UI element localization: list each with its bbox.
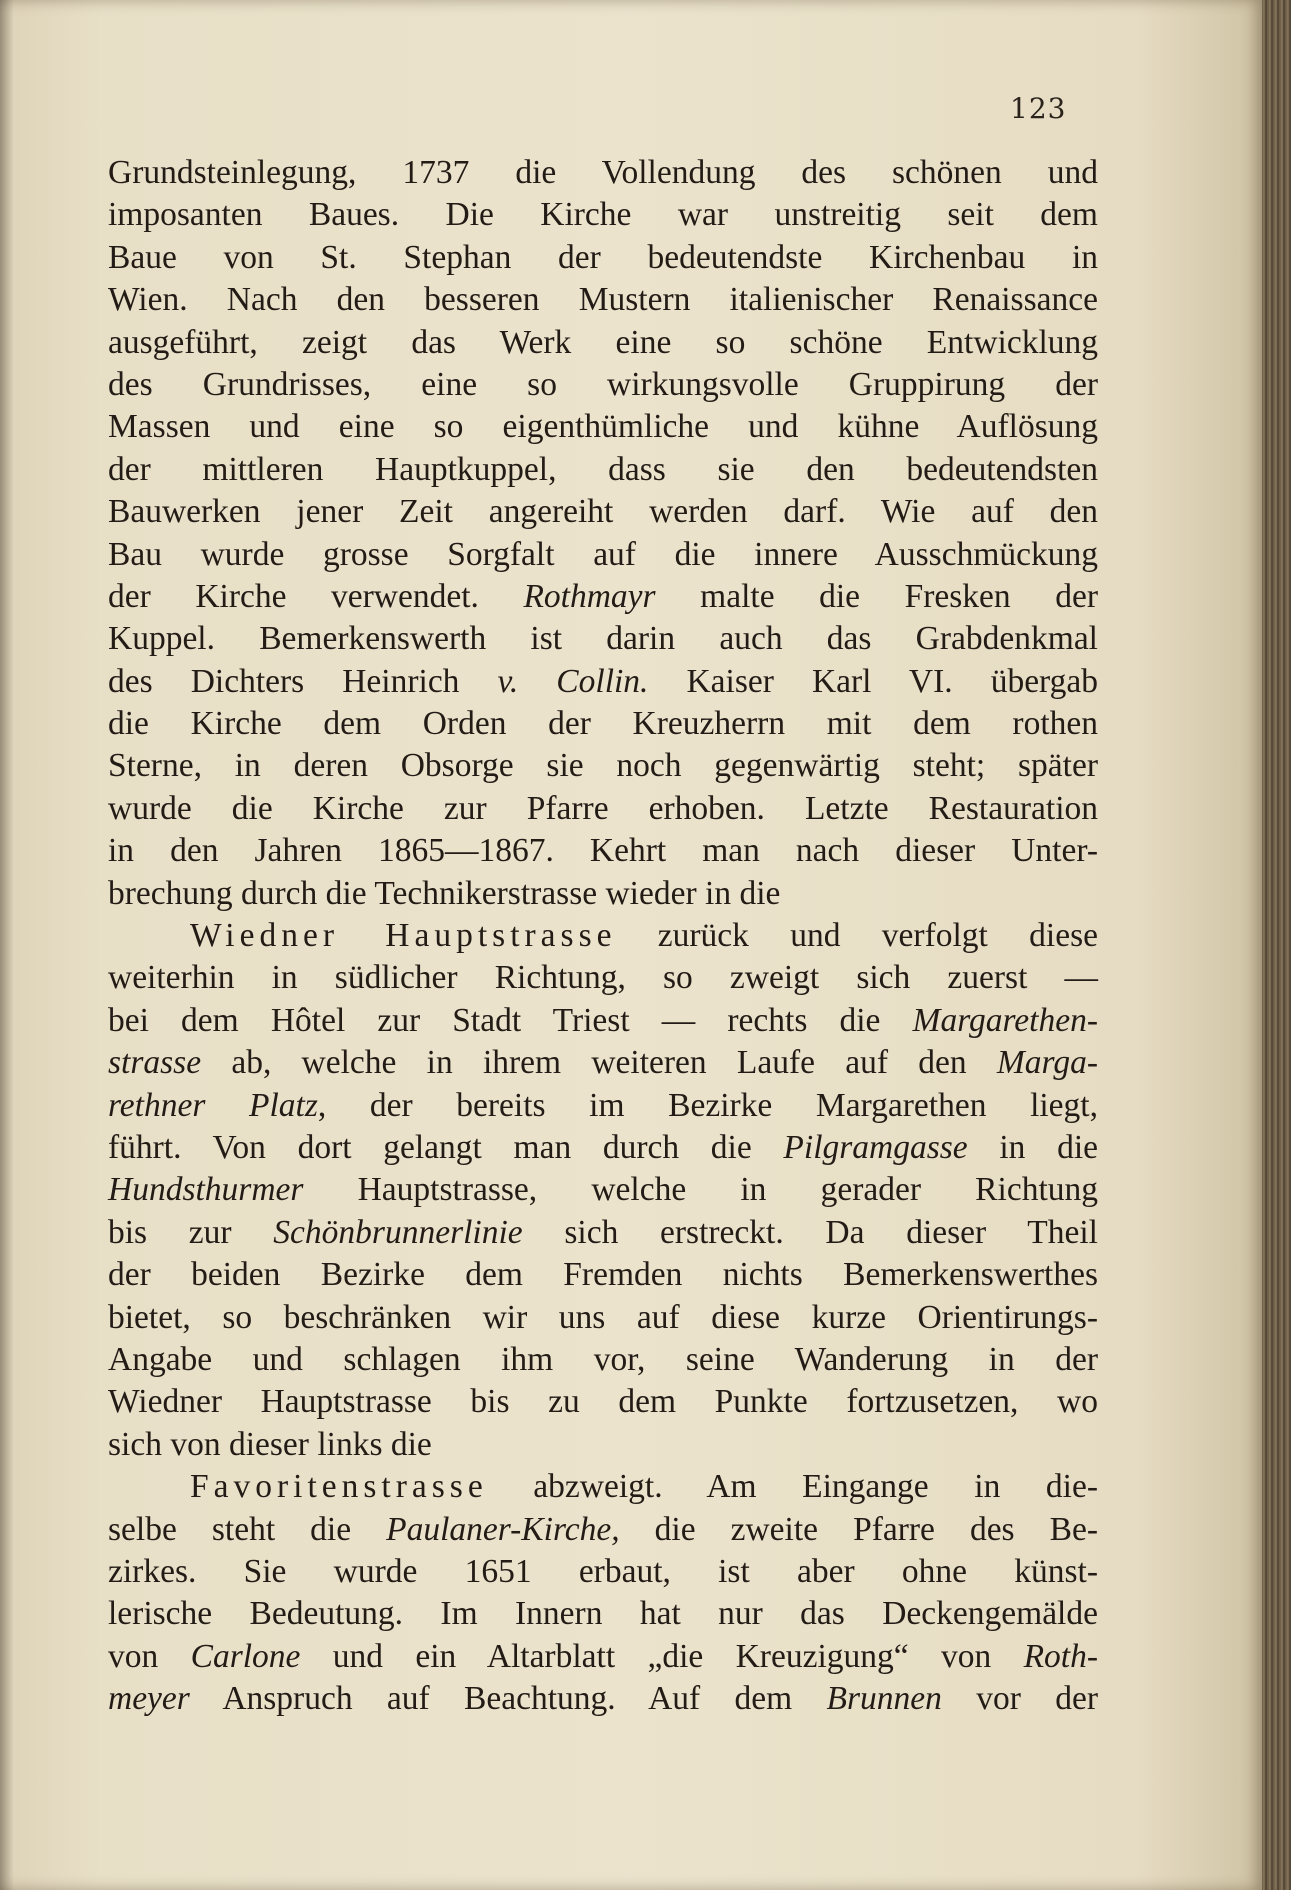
text-segment: Baue von St. Stephan der bedeutendste Kirchenbau in: [108, 238, 1098, 276]
text-segment: des Dichters Heinrich: [108, 662, 498, 700]
italic-text: Rothmayr: [523, 577, 656, 615]
italic-text: Carlone: [190, 1637, 301, 1675]
text-line: [108, 618, 1098, 660]
text-segment: der beiden Bezirke dem Fremden nichts Bemerkenswerthes: [108, 1256, 1098, 1294]
text-line: [108, 1636, 1098, 1678]
text-line: [108, 1000, 1098, 1042]
text-segment: Wiedner Hauptstrasse bis zu dem Punkte fortzusetzen, wo: [108, 1383, 1098, 1421]
text-line: [108, 364, 1098, 406]
text-segment: und ein Altarblatt „die Kreuzigung“ von: [300, 1637, 1024, 1675]
text-segment: die zweite Pfarre des Be-: [619, 1510, 1099, 1548]
spaced-heading-text: Favoritenstrasse: [190, 1468, 488, 1506]
text-line: [108, 491, 1098, 533]
text-segment: führt. Von dort gelangt man durch die: [108, 1128, 784, 1166]
text-segment: lerische Bedeutung. Im Innern hat nur das Deckengemälde: [108, 1595, 1098, 1633]
italic-text: rethner Platz: [108, 1086, 318, 1124]
text-segment: sich von dieser links die: [108, 1425, 432, 1463]
text-segment: Grundsteinlegung, 1737 die Vollendung des schönen und: [108, 154, 1098, 191]
text-segment: Sterne, in deren Obsorge sie noch gegenwärtig steht; später: [108, 747, 1098, 785]
text-line: [108, 873, 1098, 915]
italic-text: strasse: [108, 1044, 202, 1082]
text-line: [108, 1212, 1098, 1254]
text-segment: in die: [967, 1128, 1098, 1166]
italic-text: Roth-: [1023, 1637, 1098, 1675]
text-segment: der Kirche verwendet.: [108, 577, 524, 615]
italic-text: Pilgramgasse: [783, 1128, 968, 1166]
text-segment: Bauwerken jener Zeit angereiht werden darf. Wie auf den: [108, 493, 1098, 531]
text-segment: abzweigt. Am Eingange in die-: [487, 1468, 1098, 1506]
text-line: [108, 1339, 1098, 1381]
text-line: [108, 1042, 1098, 1084]
text-line: [108, 788, 1098, 830]
text-segment: in den Jahren 1865—1867. Kehrt man nach dieser Unter-: [108, 832, 1098, 870]
text-line: [108, 1297, 1098, 1339]
italic-text: Marga-: [996, 1044, 1098, 1082]
spaced-heading-text: Wiedner Hauptstrasse: [190, 917, 617, 955]
text-segment: Hauptstrasse, welche in gerader Richtung: [303, 1171, 1098, 1209]
italic-text: meyer: [108, 1680, 190, 1718]
text-line: [108, 576, 1098, 618]
text-line: [108, 152, 1098, 194]
italic-text: Schönbrunnerlinie: [273, 1213, 523, 1251]
text-segment: von: [108, 1637, 191, 1675]
text-segment: der mittleren Hauptkuppel, dass sie den bedeutendsten: [108, 450, 1098, 488]
text-segment: , der bereits im Bezirke Margarethen liegt,: [317, 1086, 1098, 1124]
text-line: [108, 1254, 1098, 1296]
text-line: [108, 661, 1098, 703]
text-segment: bei dem Hôtel zur Stadt Triest — rechts die: [108, 1001, 913, 1039]
text-segment: Kuppel. Bemerkenswerth ist darin auch das Grabdenkmal: [108, 620, 1098, 658]
text-segment: ab, welche in ihrem weiteren Laufe auf den: [201, 1044, 997, 1082]
spine-shadow: [0, 0, 14, 1890]
page-edge: [1262, 0, 1291, 1890]
text-segment: zurück und verfolgt diese: [616, 917, 1098, 955]
text-line: [108, 1551, 1098, 1593]
text-line: [108, 322, 1098, 364]
text-segment: ausgeführt, zeigt das Werk eine so schöne Entwicklung: [108, 323, 1098, 361]
text-line: [108, 237, 1098, 279]
body-text: [108, 152, 1098, 1720]
italic-text: Brunnen: [826, 1680, 942, 1718]
text-segment: selbe steht die: [108, 1510, 387, 1548]
text-line: [108, 194, 1098, 236]
italic-text: v. Collin.: [497, 662, 649, 700]
text-line: [108, 1127, 1098, 1169]
text-segment: sich erstreckt. Da dieser Theil: [522, 1213, 1098, 1251]
text-line: [108, 406, 1098, 448]
text-line: [108, 703, 1098, 745]
text-line: [108, 1593, 1098, 1635]
text-line: [108, 745, 1098, 787]
text-segment: Bau wurde grosse Sorgfalt auf die innere Ausschmückung: [108, 535, 1098, 573]
text-line: [108, 1381, 1098, 1423]
text-line: [108, 830, 1098, 872]
text-segment: des Grundrisses, eine so wirkungsvolle Gruppirung der: [108, 365, 1098, 403]
text-segment: malte die Fresken der: [655, 577, 1098, 615]
text-segment: bis zur: [108, 1213, 274, 1251]
text-segment: wurde die Kirche zur Pfarre erhoben. Letzte Restauration: [108, 789, 1098, 827]
text-line: [108, 449, 1098, 491]
text-line: [108, 534, 1098, 576]
text-line: [108, 1424, 1098, 1466]
italic-text: Paulaner-Kirche,: [386, 1510, 620, 1548]
page-number: 123: [1010, 92, 1067, 125]
text-segment: brechung durch die Technikerstrasse wieder in die: [108, 874, 781, 912]
text-line: [108, 1466, 1098, 1508]
text-segment: weiterhin in südlicher Richtung, so zweigt sich zuerst —: [108, 959, 1098, 997]
text-line: [108, 957, 1098, 999]
text-segment: zirkes. Sie wurde 1651 erbaut, ist aber ohne künst-: [108, 1552, 1098, 1590]
text-segment: Angabe und schlagen ihm vor, seine Wanderung in der: [108, 1340, 1098, 1378]
text-segment: imposanten Baues. Die Kirche war unstreitig seit dem: [108, 196, 1098, 234]
text-line: [108, 1509, 1098, 1551]
text-segment: Massen und eine so eigenthümliche und kühne Auflösung: [108, 408, 1098, 446]
italic-text: Hundsthurmer: [108, 1171, 304, 1209]
text-segment: Wien. Nach den besseren Mustern italienischer Renaissance: [108, 281, 1098, 319]
text-line: [108, 279, 1098, 321]
text-segment: die Kirche dem Orden der Kreuzherrn mit dem rothen: [108, 705, 1098, 743]
text-line: [108, 1085, 1098, 1127]
text-line: [108, 1169, 1098, 1211]
text-segment: Anspruch auf Beachtung. Auf dem: [189, 1680, 827, 1718]
italic-text: Margarethen-: [912, 1001, 1098, 1039]
text-line: [108, 915, 1098, 957]
text-segment: vor der: [941, 1680, 1098, 1718]
text-segment: bietet, so beschränken wir uns auf diese kurze Orientirungs-: [108, 1298, 1098, 1336]
text-line: [108, 1678, 1098, 1720]
text-segment: Kaiser Karl VI. übergab: [648, 662, 1098, 700]
